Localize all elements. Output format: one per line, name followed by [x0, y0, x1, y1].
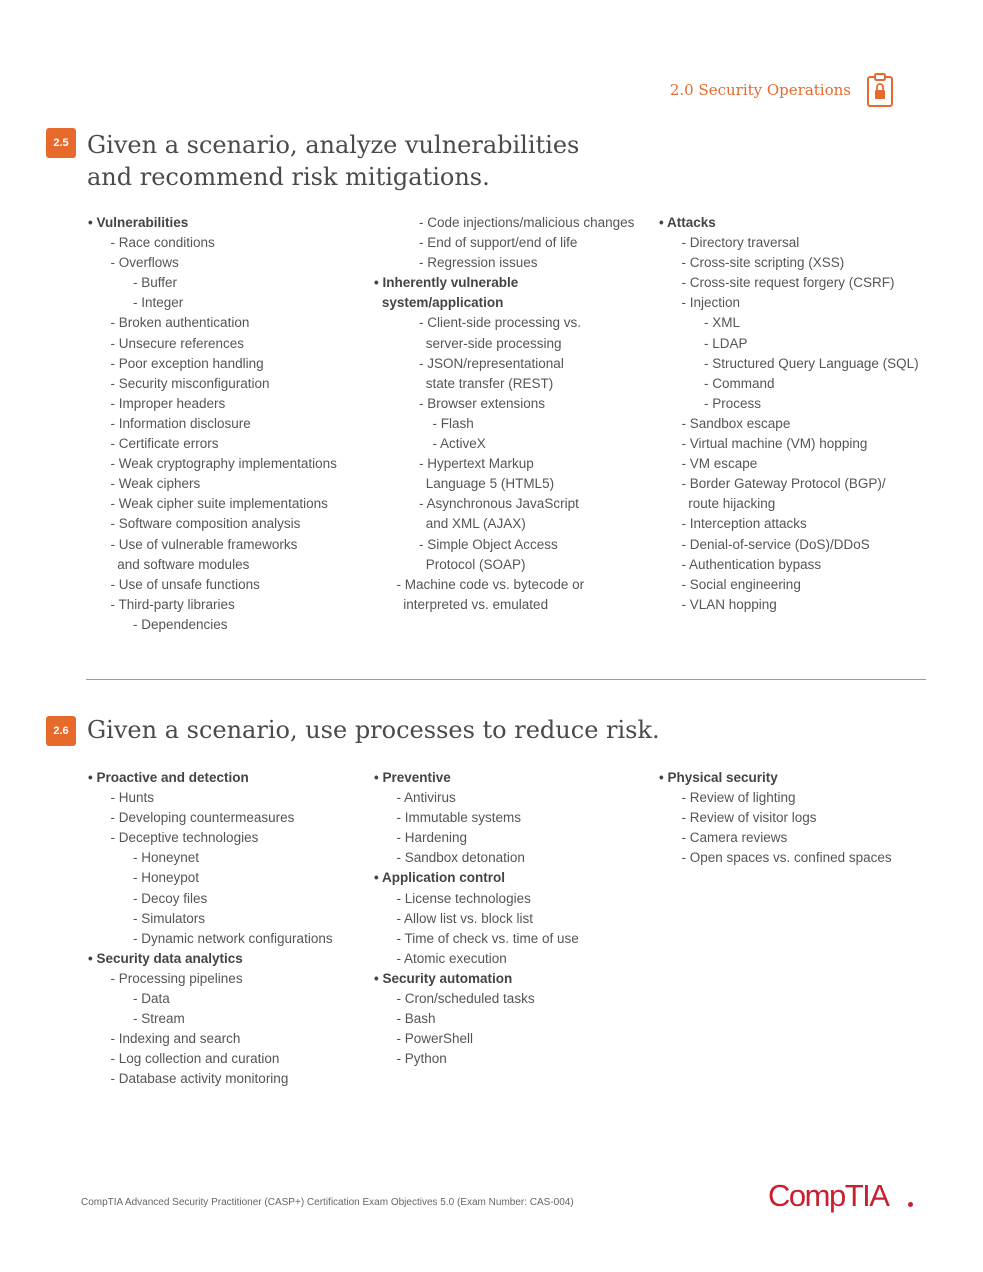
objective-item: - Directory traversal [681, 235, 800, 251]
objective-item: - Cross-site scripting (XSS) [681, 255, 845, 271]
objective-item: - VLAN hopping [681, 596, 777, 612]
page-header [670, 72, 895, 108]
objective-item: - Third-party libraries [110, 596, 235, 612]
objective-item: - Camera reviews [681, 830, 788, 846]
section-title: Given a scenario, use processes to reduce risk. [87, 716, 660, 744]
objective-item: - Cron/scheduled tasks [396, 991, 535, 1007]
section-number-badge: 2.6 [46, 716, 76, 746]
objective-item: interpreted vs. emulated [403, 596, 549, 612]
objective-item: - Hardening [396, 830, 468, 846]
objective-item: - Code injections/malicious changes [419, 215, 635, 230]
objective-item: - Virtual machine (VM) hopping [681, 436, 868, 452]
objective-heading: • Physical security [659, 770, 778, 785]
objective-item: - Machine code vs. bytecode or [396, 576, 585, 592]
objective-item: - Weak cryptography implementations [110, 456, 337, 472]
objective-item: and software modules [117, 556, 250, 572]
header-title: 2.0 Security Operations [669, 81, 851, 99]
objective-heading: • Preventive [374, 770, 451, 785]
objective-item: - Broken authentication [110, 315, 250, 331]
section-number-badge: 2.5 [46, 128, 76, 158]
objective-item: - JSON/representational [419, 355, 564, 371]
objective-item: - Weak cipher suite implementations [110, 496, 328, 512]
objective-item: - Immutable systems [396, 810, 522, 826]
objective-item: - Processing pipelines [110, 970, 243, 986]
logo-dot [908, 1202, 913, 1207]
objective-item: - Overflows [110, 255, 179, 271]
objective-item: - Allow list vs. block list [396, 910, 534, 926]
objective-item: - Python [396, 1051, 447, 1067]
objective-item: - Denial-of-service (DoS)/DDoS [681, 536, 870, 552]
clipboard-lock-icon [865, 72, 895, 108]
objective-item: - Interception attacks [681, 516, 807, 532]
objective-item: - Log collection and curation [110, 1051, 280, 1067]
objectives-column [659, 768, 944, 868]
objective-item: - Simulators [133, 910, 206, 926]
section-title-line: Given a scenario, analyze vulnerabilities [87, 131, 580, 159]
objective-item: - Buffer [133, 275, 178, 291]
objective-heading: • Security automation [374, 970, 513, 986]
objective-item: - Software composition analysis [110, 516, 301, 532]
objective-item: Language 5 (HTML5) [425, 476, 555, 492]
objective-item: - Deceptive technologies [110, 830, 259, 846]
objective-item: - Structured Query Language (SQL) [704, 355, 919, 371]
objectives-column [88, 768, 373, 1090]
objective-item: - Unsecure references [110, 335, 245, 351]
objective-item: route hijacking [688, 496, 776, 512]
objective-item: - Browser extensions [419, 395, 546, 411]
objective-item: - Information disclosure [110, 415, 251, 431]
objective-item: server-side processing [425, 335, 562, 351]
objectives-column [374, 768, 659, 1069]
objective-item: - Bash [396, 1011, 436, 1027]
objective-item: - Injection [681, 295, 741, 311]
objective-item: - Client-side processing vs. [419, 315, 582, 331]
objective-heading: • Application control [374, 870, 505, 886]
objective-item: - Race conditions [110, 235, 215, 251]
objective-item: - Poor exception handling [110, 355, 264, 371]
objective-item: - Antivirus [396, 790, 456, 806]
objective-item: - Social engineering [681, 576, 801, 592]
objectives-column [88, 213, 373, 635]
objective-item: - Developing countermeasures [110, 810, 295, 826]
objective-item: - Sandbox escape [681, 415, 791, 431]
objective-item: - Use of vulnerable frameworks [110, 536, 298, 552]
objective-item: - XML [704, 315, 741, 331]
objective-item: - PowerShell [396, 1031, 474, 1047]
objective-item: - Border Gateway Protocol (BGP)/ [681, 476, 886, 492]
objective-item: - Certificate errors [110, 436, 219, 452]
objective-item: - Authentication bypass [681, 556, 822, 572]
objective-item: - Time of check vs. time of use [396, 930, 579, 946]
objective-item: - Data [133, 991, 170, 1007]
objective-item: - Asynchronous JavaScript [419, 496, 579, 512]
objective-item: - Indexing and search [110, 1031, 241, 1047]
objective-item: - Regression issues [419, 255, 538, 271]
objectives-column [374, 213, 659, 615]
objective-item: - ActiveX [432, 436, 486, 452]
objectives-column [659, 213, 944, 615]
objective-item: - Decoy files [133, 890, 208, 906]
objective-item: - Stream [133, 1011, 185, 1027]
objective-item: - Hypertext Markup [419, 456, 534, 472]
objective-item: - Simple Object Access [419, 536, 558, 552]
comptia-logo: CompTIA [768, 1178, 889, 1213]
objective-item: - Review of visitor logs [681, 810, 817, 826]
objective-item: - Review of lighting [681, 790, 796, 806]
objective-item: - Command [704, 375, 775, 391]
objective-item: and XML (AJAX) [425, 516, 526, 532]
objective-item: - Atomic execution [396, 950, 507, 966]
objective-item: - Improper headers [110, 395, 226, 411]
objective-heading: • Attacks [659, 215, 716, 230]
objective-heading: • Proactive and detection [88, 770, 249, 785]
objective-item: state transfer (REST) [425, 375, 554, 391]
objective-item: - Use of unsafe functions [110, 576, 260, 592]
objective-item: - Honeynet [133, 850, 200, 866]
section-divider [86, 679, 926, 680]
objective-heading: • Inherently vulnerable [374, 275, 519, 291]
objective-heading: • Security data analytics [88, 950, 243, 966]
objective-item: - Weak ciphers [110, 476, 201, 492]
objective-heading: system/application [381, 295, 504, 311]
objective-item: Protocol (SOAP) [425, 556, 526, 572]
footer-text: CompTIA Advanced Security Practitioner (CASP+) Certification Exam Objectives 5.0 (Exam Number: CAS-004) [81, 1197, 574, 1208]
objective-item: - Cross-site request forgery (CSRF) [681, 275, 895, 291]
objective-item: - LDAP [704, 335, 748, 351]
objective-item: - Dynamic network configurations [133, 930, 333, 946]
objective-item: - VM escape [681, 456, 758, 472]
objective-item: - Dependencies [133, 616, 228, 632]
objective-item: - Sandbox detonation [396, 850, 525, 866]
objective-item: - License technologies [396, 890, 531, 906]
objective-item: - Security misconfiguration [110, 375, 270, 391]
section-title-line: and recommend risk mitigations. [87, 163, 490, 191]
objective-item: - Open spaces vs. confined spaces [681, 850, 892, 866]
section-title [87, 129, 579, 193]
objective-item: - Flash [432, 415, 474, 431]
objective-item: - Process [704, 395, 762, 411]
objective-item: - End of support/end of life [419, 235, 578, 251]
objective-item: - Database activity monitoring [110, 1071, 289, 1087]
objective-heading: • Vulnerabilities [88, 215, 189, 230]
objective-item: - Honeypot [133, 870, 200, 886]
objective-item: - Integer [133, 295, 184, 311]
objective-item: - Hunts [110, 790, 155, 806]
